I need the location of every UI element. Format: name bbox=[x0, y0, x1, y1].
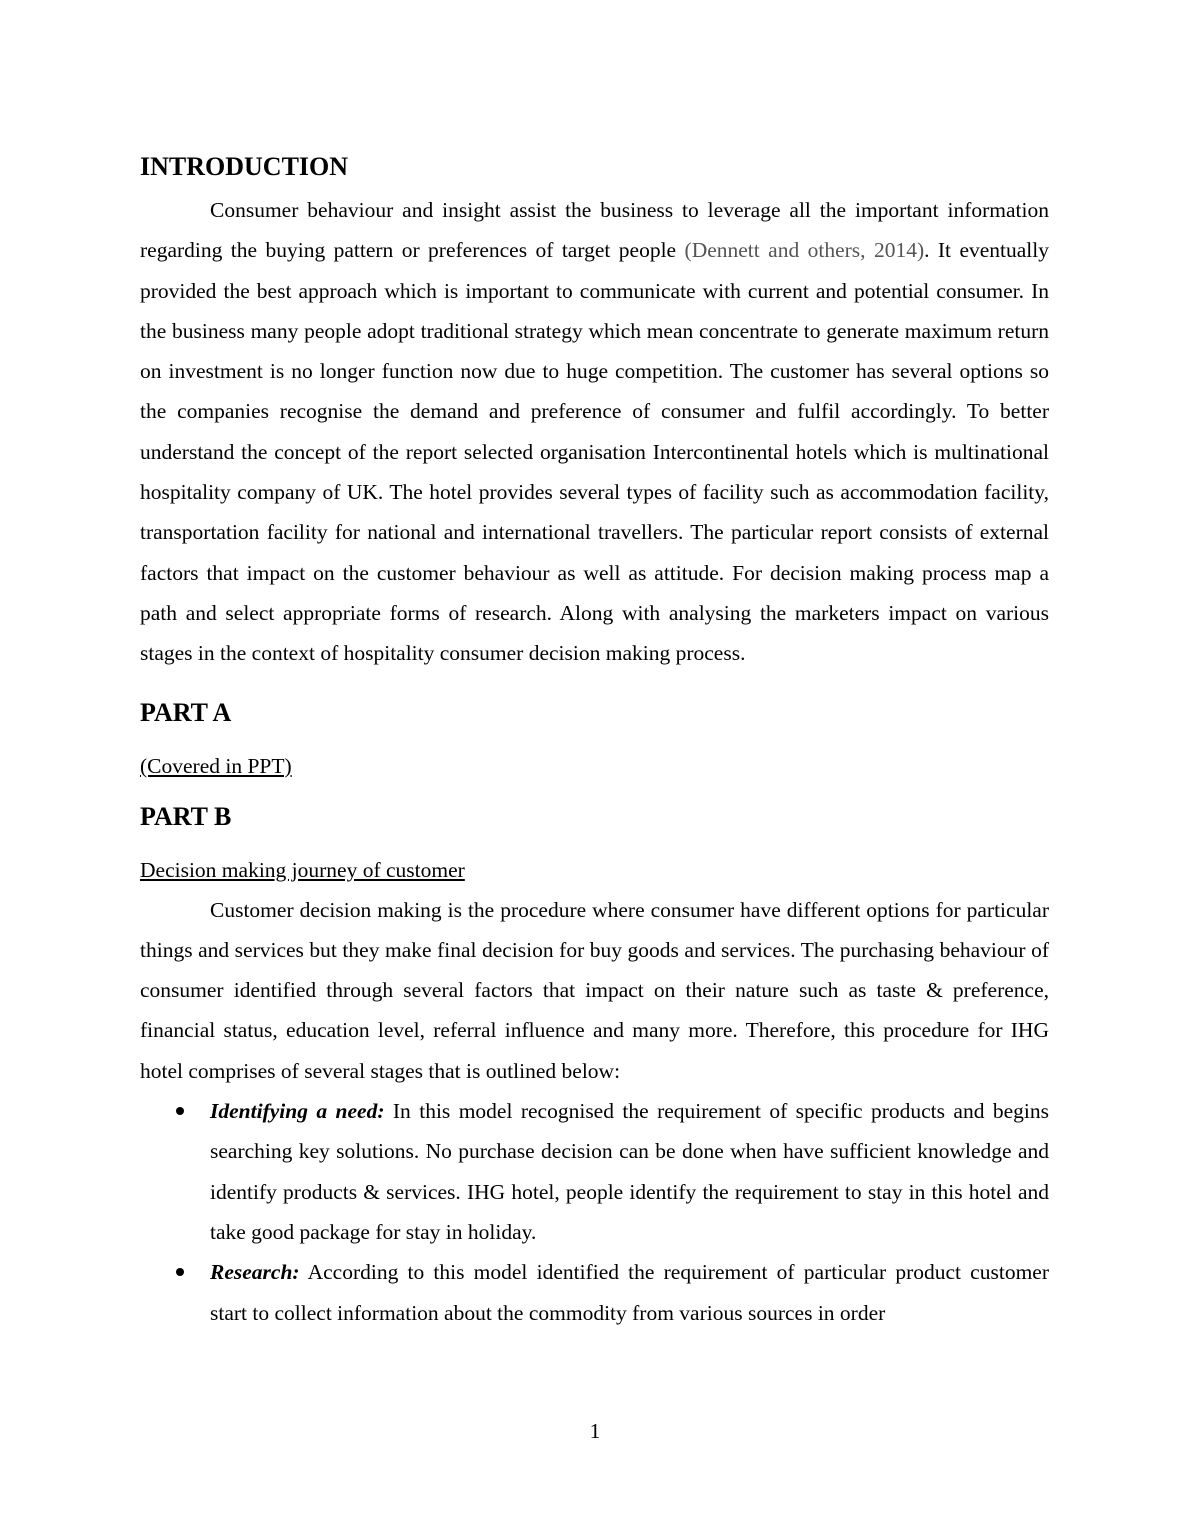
part-b-paragraph: Customer decision making is the procedure where consumer have different options for particular things and services but they make final decision for buy goods and services. The purchasing behaviour of consumer identified through several factors that impact on their nature such as taste & preference, financial status, education level, referral influence and many more. Therefore, this procedure for IHG hotel comprises of several stages that is outlined below: bbox=[140, 897, 1049, 1083]
introduction-heading: INTRODUCTION bbox=[140, 152, 349, 181]
list-item bbox=[140, 1091, 1049, 1252]
part-b-heading: PART B bbox=[140, 801, 232, 831]
list-item bbox=[140, 1252, 1049, 1333]
bullet-text: In this model recognised the requirement of specific products and begins searching key solutions. No purchase decision can be done when have sufficient knowledge and identify products & services. IHG hotel, people identify the requirement to stay in this hotel and take good package for stay in holiday. bbox=[210, 1099, 1049, 1244]
part-a-heading: PART A bbox=[140, 697, 232, 727]
part-a-note: (Covered in PPT) bbox=[140, 753, 292, 778]
introduction-text-part2: . It eventually provided the best approach which is important to communicate with current and potential consumer. In the business many people adopt traditional strategy which mean concentrate to generate maximum return on investment is no longer function now due to huge competition. The customer has several options so the companies recognise the demand and preference of consumer and fulfil accordingly. To better understand the concept of the report selected organisation Intercontinental hotels which is multinational hospitality company of UK. The hotel provides several types of facility such as accommodation facility, transportation facility for national and international travellers. The particular report consists of external factors that impact on the customer behaviour as well as attitude. For decision making process map a path and select appropriate forms of research. Along with analysing the marketers impact on various stages in the context of hospitality consumer decision making process. bbox=[140, 238, 1049, 666]
bullet-text: According to this model identified the requirement of particular product customer start to collect information about the commodity from various sources in order bbox=[210, 1260, 1049, 1325]
introduction-paragraph bbox=[140, 190, 1049, 674]
document-page bbox=[140, 150, 1049, 1333]
stages-list bbox=[140, 1091, 1049, 1333]
part-b-subheading: Decision making journey of customer bbox=[140, 857, 465, 882]
bullet-lead: Identifying a need: bbox=[210, 1099, 385, 1124]
citation: (Dennett and others, 2014) bbox=[684, 238, 925, 263]
bullet-icon bbox=[176, 1107, 184, 1115]
bullet-icon bbox=[176, 1268, 184, 1276]
page-number: 1 bbox=[589, 1419, 601, 1443]
bullet-lead: Research: bbox=[210, 1260, 300, 1285]
introduction-text-part1: Consumer behaviour and insight assist the business to leverage all the important information regarding the buying pattern or preferences of target people bbox=[140, 198, 1049, 263]
